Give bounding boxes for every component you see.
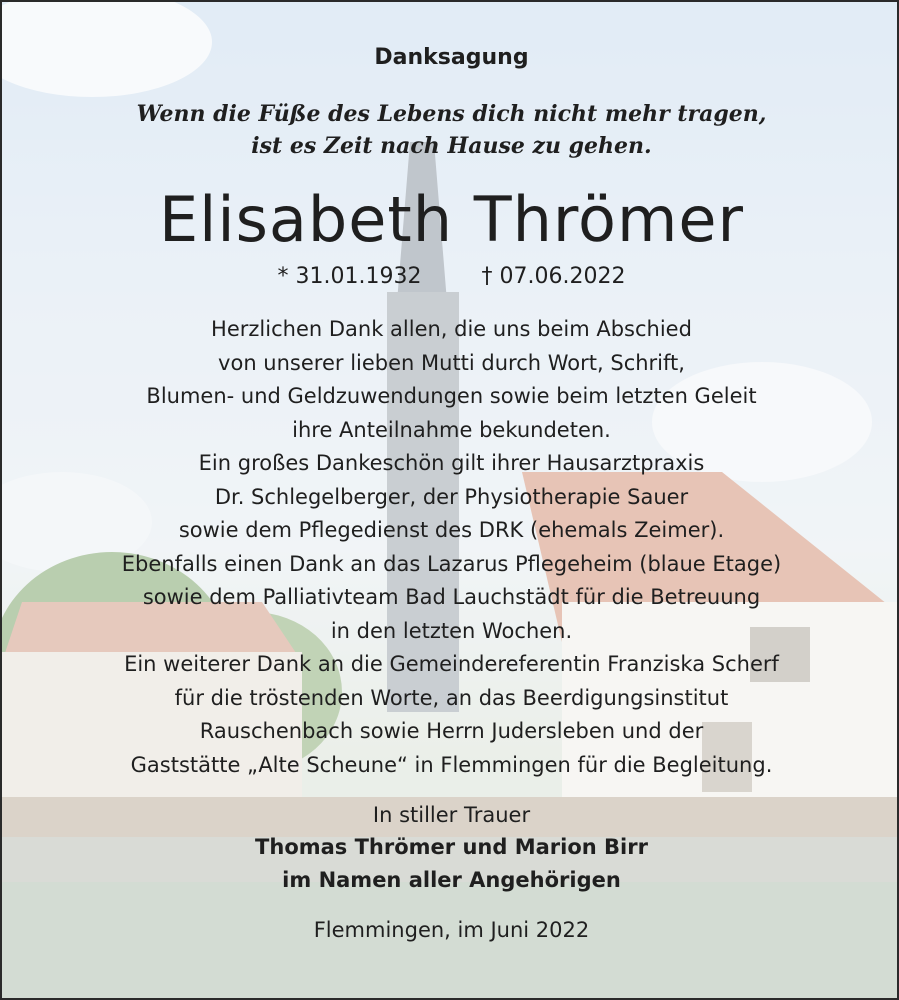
signers [2,831,899,897]
motto-line: Wenn die Füße des Lebens dich nicht mehr tragen, [136,101,767,127]
motto-line: ist es Zeit nach Hause zu gehen. [251,133,652,159]
text-line: Dr. Schlegelberger, der Physiotherapie Sauer [214,484,689,509]
birth-date: * 31.01.1932 [277,264,422,289]
closing-phrase: In stiller Trauer [372,803,531,827]
text-line: Herzlichen Dank allen, die uns beim Abschied [211,317,692,341]
text-line: Gaststätte „Alte Scheune“ in Flemmingen für die Begleitung. [130,752,773,777]
text-line: Ebenfalls einen Dank an das Lazarus Pflegeheim (blaue Etage) [121,551,782,576]
text-line: sowie dem Pflegedienst des DRK (ehemals Zeimer). [178,518,725,542]
text-line: Ein großes Dankeschön gilt ihrer Hausarztpraxis [198,451,705,475]
text-line: für die tröstenden Worte, an das Beerdigungsinstitut [174,685,729,710]
deceased-name: Elisabeth Thrömer [159,183,744,256]
signer-line: Thomas Thrömer und Marion Birr [255,835,648,859]
life-dates [2,261,899,293]
text-line: ihre Anteilnahme bekundeten. [292,417,611,442]
notice-heading: Danksagung [374,45,529,70]
text-line: sowie dem Palliativteam Bad Lauchstädt für die Betreuung [142,585,761,609]
text-line: Ein weiterer Dank an die Gemeindereferentin Franziska Scherf [124,652,779,676]
death-date: † 07.06.2022 [481,264,626,289]
place-date: Flemmingen, im Juni 2022 [313,918,590,942]
signer-line: im Namen aller Angehörigen [282,868,621,892]
text-line: Blumen- und Geldzuwendungen sowie beim letzten Geleit [146,384,757,408]
text-line: Rauschenbach sowie Herrn Judersleben und der [199,719,704,743]
motto [2,98,899,162]
text-line: von unserer lieben Mutti durch Wort, Schrift, [218,350,685,375]
text-line: in den letzten Wochen. [330,618,573,643]
thanks-text [2,313,899,782]
